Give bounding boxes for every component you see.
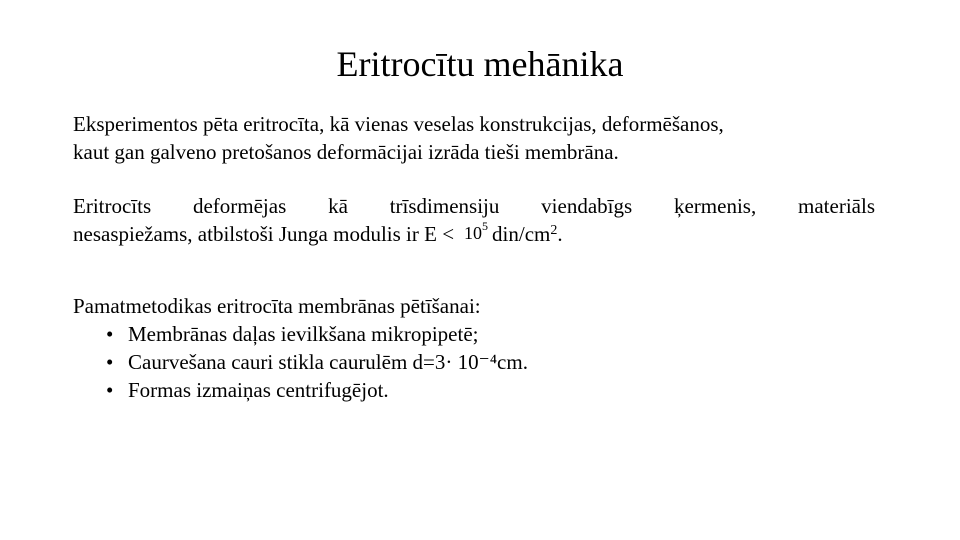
paragraph-experiments (73, 110, 875, 166)
bullet-icon: • (106, 350, 114, 374)
bullet-icon: • (106, 378, 114, 402)
bullet-icon: • (106, 322, 114, 346)
list-item-text: Caurvešana cauri stikla caurulēm d=3· 10⁻⁴cm. (128, 350, 528, 374)
equation-exponent: 5 (482, 219, 489, 233)
list-item-text: Membrānas daļas ievilkšana mikropipetē; (128, 322, 479, 346)
unit-superscript: 2 (550, 223, 558, 238)
methods-list (73, 320, 875, 404)
paragraph-deformation-unit: din/cm (492, 222, 551, 246)
slide-body (73, 110, 875, 404)
paragraph-deformation-line-1: Eritrocīts deformējas kā trīsdimensiju viendabīgs ķermenis, materiāls (73, 194, 875, 218)
list-item-text: Formas izmaiņas centrifugējot. (128, 378, 389, 402)
paragraph-deformation-end: . (557, 222, 563, 246)
list-item (106, 348, 875, 376)
paragraph-deformation (73, 192, 875, 252)
list-item (106, 376, 875, 404)
equation-base: 10 (464, 223, 483, 243)
paragraph-deformation-line-2-start: nesaspiežams, atbilstoši Junga modulis ir E < (73, 222, 455, 246)
paragraph-methods (73, 292, 875, 404)
slide-title: Eritrocītu mehānika (336, 44, 624, 84)
paragraph-experiments-line-1: Eksperimentos pēta eritrocīta, kā vienas veselas konstrukcijas, deformēšanos, (73, 112, 724, 136)
methods-intro: Pamatmetodikas eritrocīta membrānas pētīšanai: (73, 294, 481, 318)
paragraph-experiments-line-2: kaut gan galveno pretošanos deformācijai izrāda tieši membrāna. (73, 140, 619, 164)
list-item (106, 320, 875, 348)
young-modulus-equation (464, 219, 489, 243)
